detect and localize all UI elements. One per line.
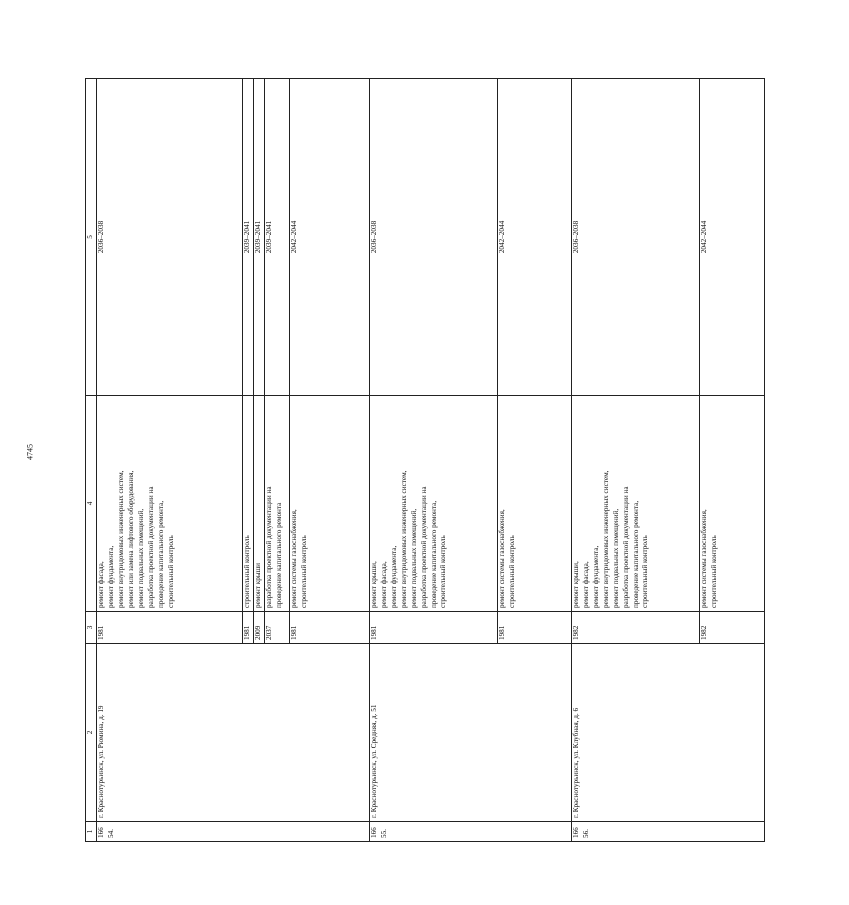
period-cell: 2042–2044 <box>289 79 369 396</box>
column-numbers-row <box>86 79 97 842</box>
column-number-cell: 3 <box>86 612 97 644</box>
period-cell: 2039–2041 <box>264 79 289 396</box>
work-types-cell: ремонт фасада, ремонт фундамента, ремонт внутридомовых инженерных систем, ремонт или замена лифтового оборудования, ремонт подвальных помещений, разработка проектной документации на проведение капитального ремонта, строительный контроль <box>97 396 243 612</box>
work-types-cell: разработка проектной документации на проведение капитального ремонта <box>264 396 289 612</box>
period-cell: 2042–2044 <box>699 79 764 396</box>
year-cell: 1982 <box>699 612 764 644</box>
entry-number-cell: 16655. <box>369 822 571 842</box>
period-cell: 2036–2038 <box>571 79 699 396</box>
repair-schedule-table <box>85 78 765 842</box>
address-cell: г. Краснотурьинск, ул. Средняя, д. 51 <box>369 644 571 822</box>
work-types-cell: ремонт крыши <box>253 396 264 612</box>
rotated-table-inner <box>85 78 718 842</box>
period-cell: 2039–2041 <box>253 79 264 396</box>
year-cell: 1982 <box>571 612 699 644</box>
year-cell: 2009 <box>253 612 264 644</box>
rotated-table-container <box>85 78 849 838</box>
work-types-cell: ремонт системы газоснабжения, строительный контроль <box>289 396 369 612</box>
period-cell: 2039–2041 <box>243 79 254 396</box>
work-types-cell: ремонт крыши, ремонт фасада, ремонт фундамента, ремонт внутридомовых инженерных систем, ремонт подвальных помещений, разработка проектной документации на проведение капитального ремонта, строительный контроль <box>571 396 699 612</box>
year-cell: 1981 <box>289 612 369 644</box>
work-types-cell: ремонт крыши, ремонт фасада, ремонт фундамента, ремонт внутридомовых инженерных систем, ремонт подвальных помещений, разработка проектной документации на проведение капитального ремонта, строительный контроль <box>369 396 497 612</box>
address-cell: г. Краснотурьинск, ул. Клубная, д. 6 <box>571 644 764 822</box>
table-row <box>571 79 699 842</box>
period-cell: 2036–2038 <box>369 79 497 396</box>
work-types-cell: ремонт системы газоснабжения, строительный контроль <box>497 396 571 612</box>
address-cell: г. Краснотурьинск, ул. Рюмина, д. 19 <box>97 644 370 822</box>
table-row <box>97 79 243 842</box>
work-types-cell: ремонт системы газоснабжения, строительный контроль <box>699 396 764 612</box>
period-cell: 2036–2038 <box>97 79 243 396</box>
page-number: 4745 <box>25 444 35 460</box>
work-types-cell: строительный контроль <box>243 396 254 612</box>
year-cell: 2037 <box>264 612 289 644</box>
year-cell: 1981 <box>97 612 243 644</box>
entry-number-cell: 16656. <box>571 822 764 842</box>
table-body <box>86 79 765 842</box>
year-cell: 1981 <box>369 612 497 644</box>
column-number-cell: 5 <box>86 79 97 396</box>
year-cell: 1981 <box>497 612 571 644</box>
column-number-cell: 2 <box>86 644 97 822</box>
column-number-cell: 1 <box>86 822 97 842</box>
table-row <box>369 79 497 842</box>
period-cell: 2042–2044 <box>497 79 571 396</box>
entry-number-cell: 16654. <box>97 822 370 842</box>
year-cell: 1981 <box>243 612 254 644</box>
column-number-cell: 4 <box>86 396 97 612</box>
